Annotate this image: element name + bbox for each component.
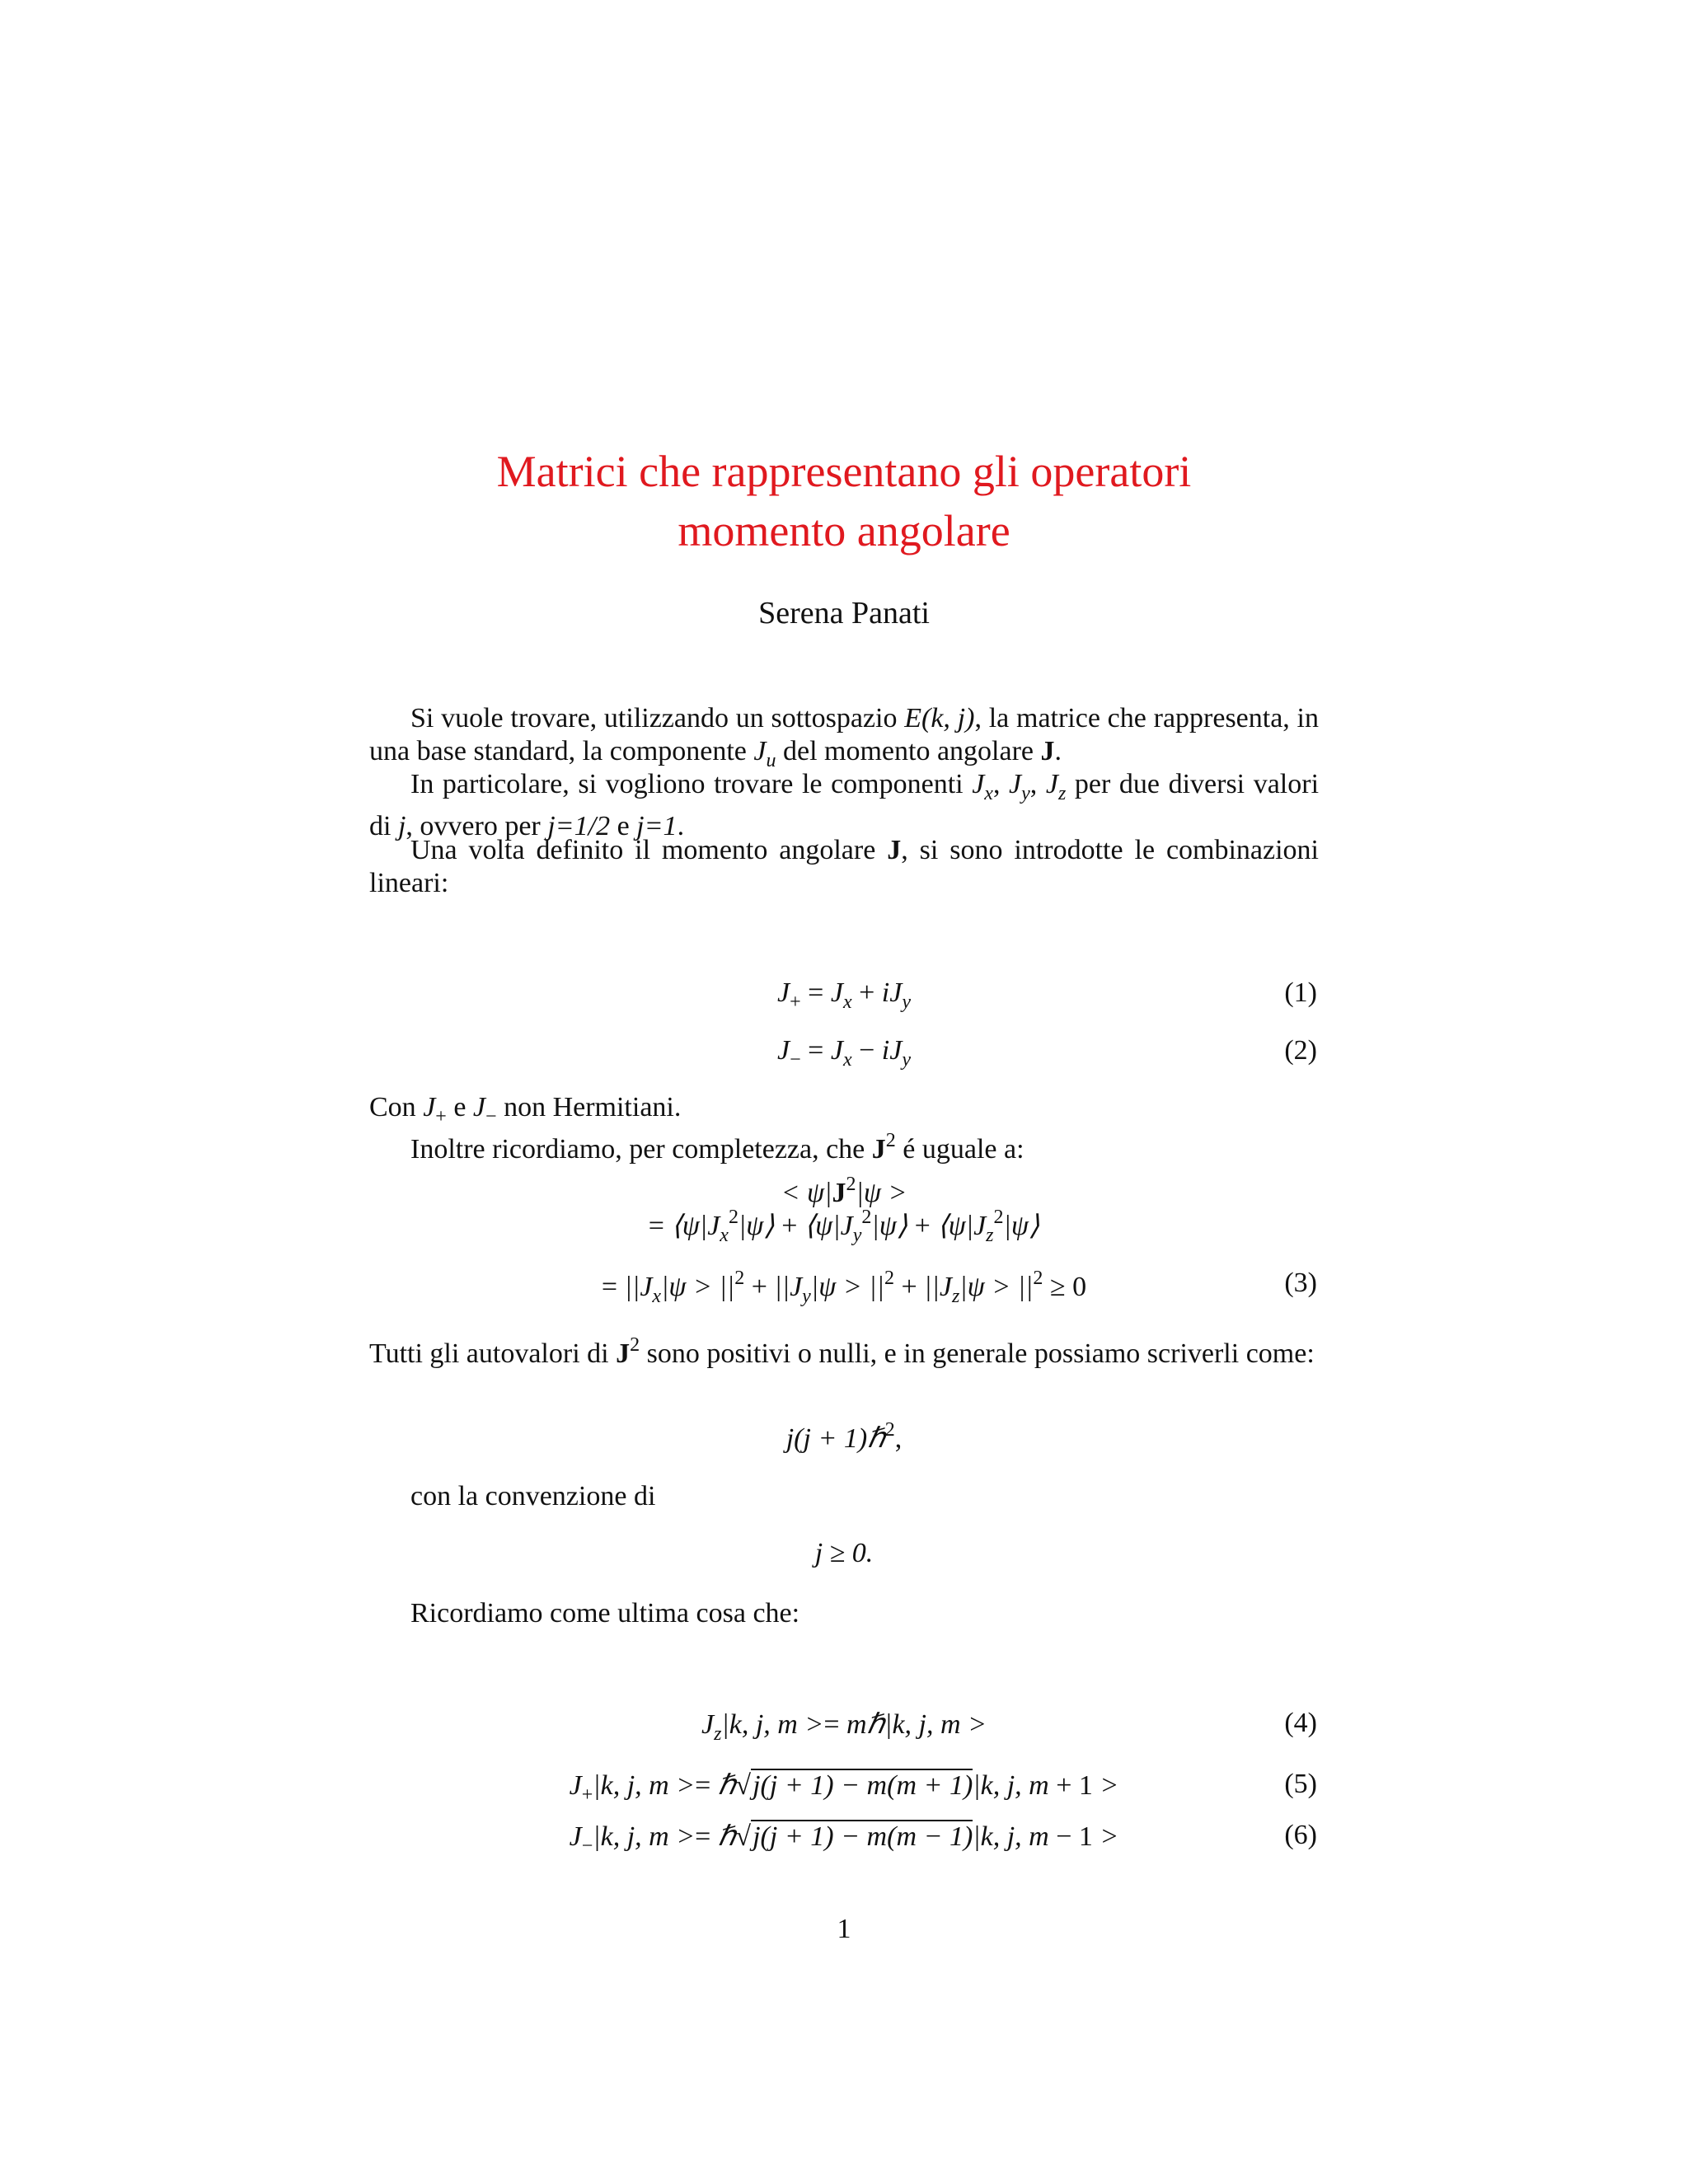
- paragraph-components: In particolare, si vogliono trovare le componenti $J_x$, $J_y$, $J_z$ per due diversi valori di j, ovvero per j=1/2 e j=1.: [369, 769, 1320, 841]
- equation-2-number: (2): [1284, 1035, 1317, 1066]
- equation-4: $J_z|k$, j, m >= mℏ|k, j, m > (4): [701, 1708, 1317, 1745]
- title-line-2: momento angolare: [678, 506, 1010, 555]
- paragraph-completeness: Inoltre ricordiamo, per completezza, che $J^2$ é uguale a:: [410, 1130, 1025, 1165]
- equation-1: $J_+ = J_x + iJ_y$ (1): [777, 977, 1317, 1013]
- paragraph-intro: Si vuole trovare, utilizzando un sottospazio E(k, j), la matrice che rappresenta, in una base standard, la componente $J_u$ del momento angolare J.: [369, 703, 1320, 771]
- equation-5: $J_+|k$, j, m >= ℏ√j(j + 1) − m(m + 1)|k, j, m + 1 > (5): [569, 1769, 1317, 1806]
- equation-3-line-1: < $\psi|J^2|\psi$ >: [781, 1174, 907, 1208]
- paragraph-eigenvalues: Tutti gli autovalori di $J^2$ sono positivi o nulli, e in generale possiamo scriverli come:: [369, 1334, 1315, 1369]
- equation-1-number: (1): [1284, 977, 1317, 1008]
- equation-6-number: (6): [1284, 1820, 1317, 1850]
- equation-3-line-3: = $||J_x|\psi > ||^2 + ||J_y|\psi > ||^2 + ||J_z|\psi > ||^2 \ge 0$ (3): [601, 1268, 1317, 1307]
- paragraph-convention: con la convenzione di: [410, 1481, 656, 1511]
- title-line-1: Matrici che rappresentano gli operatori: [496, 447, 1192, 496]
- equation-6: $J_-|k$, j, m >= ℏ√j(j + 1) − m(m − 1)|k, j, m − 1 > (6): [569, 1820, 1317, 1857]
- equation-4-number: (4): [1284, 1708, 1317, 1738]
- equation-3-line-2: = $⟨\psi|J_x^2|\psi⟩$ + $⟨\psi|J_y^2|\psi⟩$ + $⟨\psi|J_z^2|\psi⟩$: [648, 1207, 1040, 1246]
- equation-2: $J_- = J_x - iJ_y$ (2): [777, 1035, 1317, 1071]
- equation-eigenvalue: j(j + 1)ℏ$^2$,: [785, 1419, 903, 1454]
- paragraph-non-hermitian: Con $J_+$ e $J_-$ non Hermitiani.: [369, 1092, 682, 1127]
- page-number: 1: [837, 1914, 851, 1944]
- author: Serena Panati: [758, 596, 930, 630]
- equation-5-number: (5): [1284, 1769, 1317, 1799]
- paragraph-definition: Una volta definito il momento angolare J, si sono introdotte le combinazioni lineari:: [369, 835, 1320, 898]
- paragraph-last: Ricordiamo come ultima cosa che:: [410, 1598, 800, 1629]
- equation-3-number: (3): [1284, 1268, 1317, 1298]
- equation-convention: j ≥ 0.: [814, 1538, 874, 1568]
